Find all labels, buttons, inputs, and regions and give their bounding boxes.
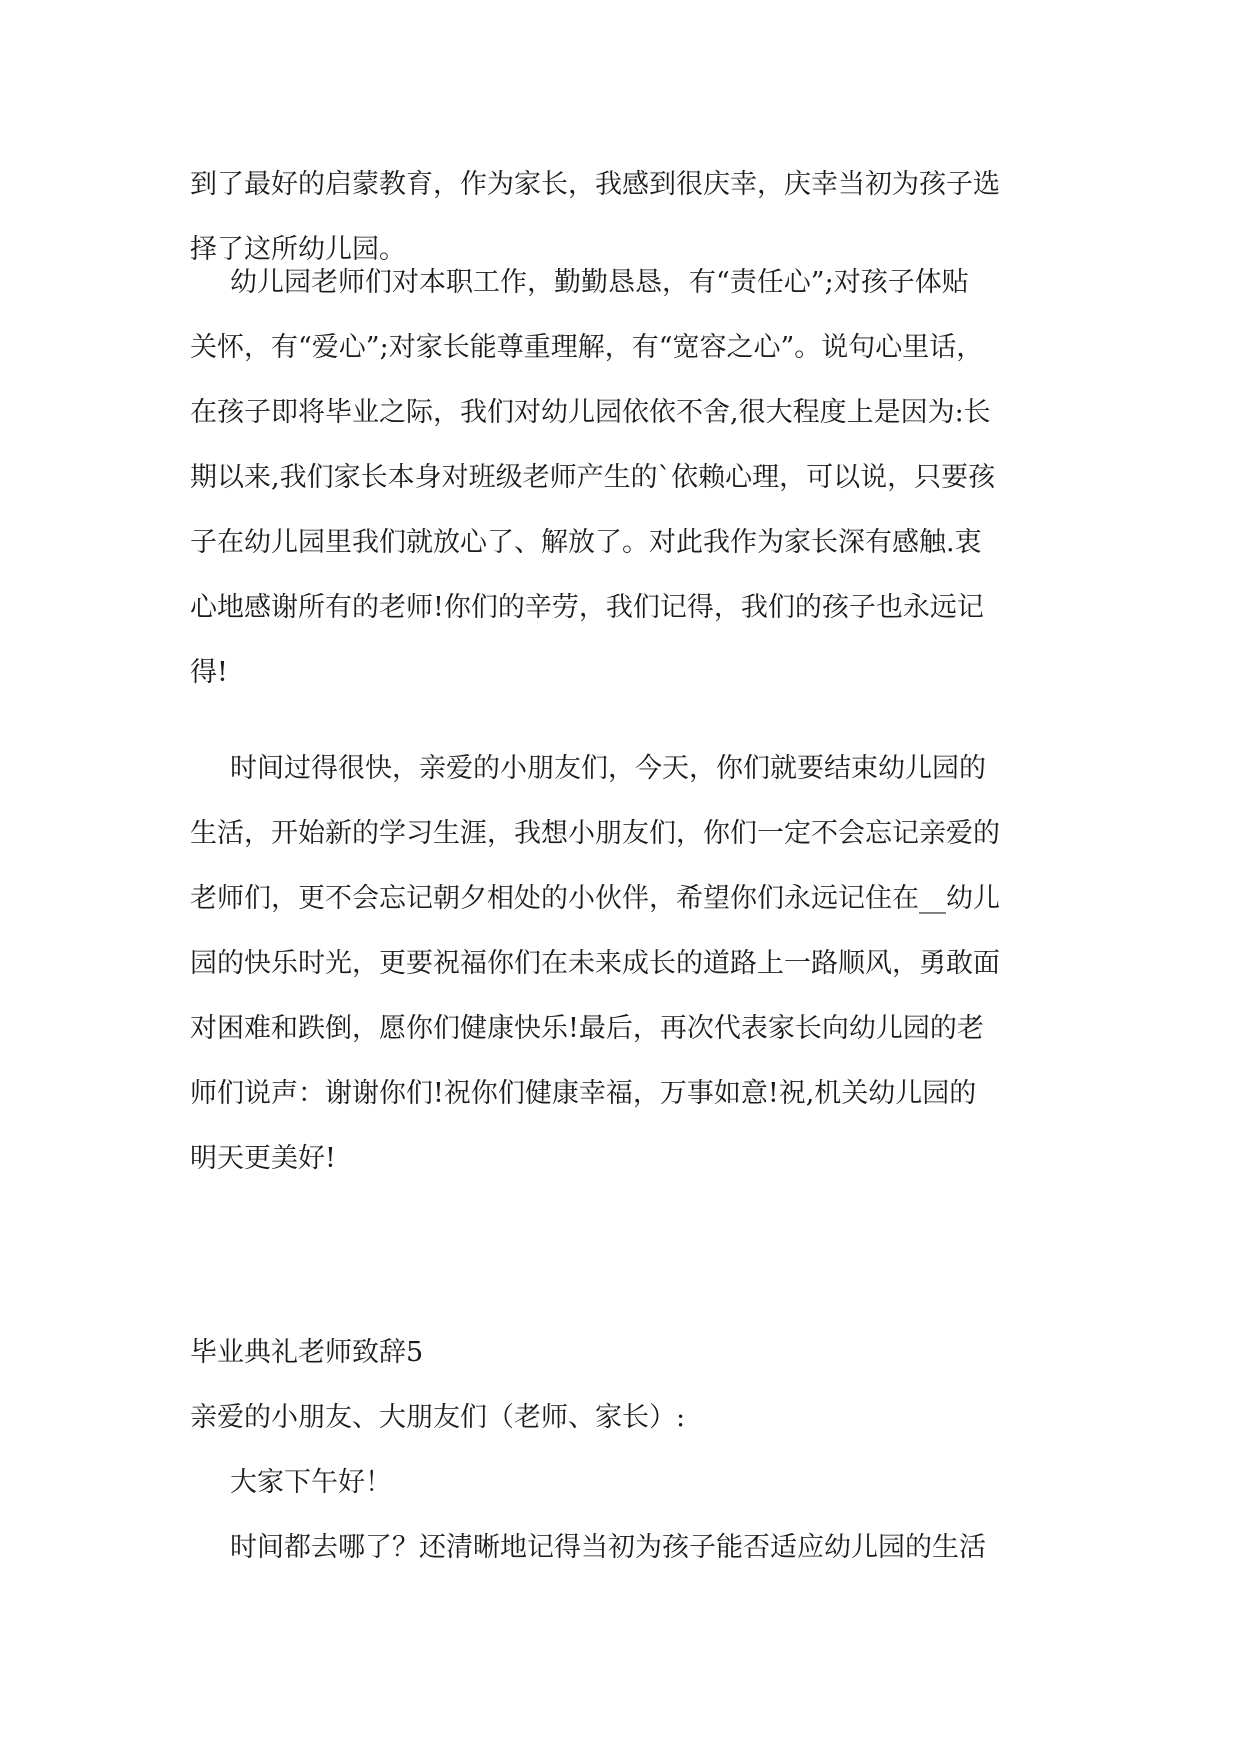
text-line: 时间都去哪了？还清晰地记得当初为孩子能否适应幼儿园的生活 bbox=[230, 1532, 986, 1563]
text-line: 子在幼儿园里我们就放心了、解放了。对此我作为家长深有感触.衷 bbox=[190, 527, 982, 558]
text-line: 对困难和跌倒，愿你们健康快乐!最后，再次代表家长向幼儿园的老 bbox=[190, 1013, 984, 1044]
salutation: 亲爱的小朋友、大朋友们（老师、家长）: bbox=[190, 1402, 686, 1433]
text-line: 时间过得很快，亲爱的小朋友们，今天，你们就要结束幼儿园的 bbox=[230, 753, 986, 784]
text-line: 老师们，更不会忘记朝夕相处的小伙伴，希望你们永远记住在__幼儿 bbox=[190, 883, 1000, 914]
paragraph-2 bbox=[190, 250, 1060, 705]
text-line: 关怀，有“爱心”;对家长能尊重理解，有“宽容之心”。说句心里话， bbox=[190, 332, 984, 363]
section-title: 毕业典礼老师致辞5 bbox=[190, 1337, 424, 1368]
text-line: 园的快乐时光，更要祝福你们在未来成长的道路上一路顺风，勇敢面 bbox=[190, 948, 1000, 979]
text-line: 期以来,我们家长本身对班级老师产生的`依赖心理，可以说，只要孩 bbox=[190, 462, 996, 493]
section-heading-block bbox=[190, 1320, 1060, 1580]
text-line: 心地感谢所有的老师!你们的辛劳，我们记得，我们的孩子也永远记 bbox=[190, 592, 984, 623]
text-line: 师们说声：谢谢你们!祝你们健康幸福，万事如意!祝,机关幼儿园的 bbox=[190, 1078, 977, 1109]
text-line: 择了这所幼儿园。 bbox=[190, 234, 406, 265]
text-line: 在孩子即将毕业之际，我们对幼儿园依依不舍,很大程度上是因为:长 bbox=[190, 397, 991, 428]
text-line: 得! bbox=[190, 657, 228, 688]
text-line: 到了最好的启蒙教育，作为家长，我感到很庆幸，庆幸当初为孩子选 bbox=[190, 169, 1000, 200]
greeting: 大家下午好！ bbox=[230, 1467, 392, 1498]
text-line: 幼儿园老师们对本职工作，勤勤恳恳，有“责任心”;对孩子体贴 bbox=[230, 267, 969, 298]
text-line: 生活，开始新的学习生涯，我想小朋友们，你们一定不会忘记亲爱的 bbox=[190, 818, 1000, 849]
text-line: 明天更美好! bbox=[190, 1143, 336, 1174]
paragraph-3 bbox=[190, 736, 1060, 1191]
